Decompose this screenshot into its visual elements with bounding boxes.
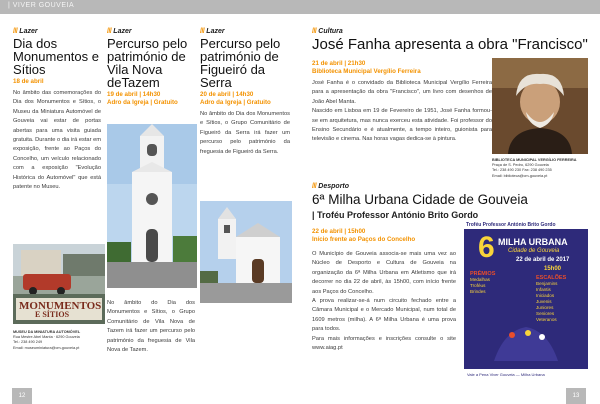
article-place: Adro da Igreja | Gratuito [107, 99, 178, 106]
article-date: 22 de abril | 15h00 [312, 228, 366, 235]
article-milha-urbana [312, 183, 592, 220]
poster-footer: Vale a Pena Viver Gouveia — Milha Urbana [464, 369, 588, 381]
caption-address: Rua Mestre Abel Manta · 6290 Gouveia [13, 335, 80, 340]
milha-poster [464, 221, 588, 381]
article-body: No âmbito do Dia dos Monumentos e Sítios, o Grupo Comunitário de Figueiró da Serra irá fazer um percurso pelo património da freguesia de Figueiró da Serra. [200, 111, 290, 155]
article-monumentos [13, 28, 101, 192]
poster-date: 22 de abril de 2017 [516, 257, 570, 263]
article-place: Início frente ao Paços do Concelho [312, 236, 416, 243]
page-number-left: 12 [12, 388, 32, 404]
poster-level: Benjamins [536, 281, 558, 286]
poster-prizes-head: PRÉMIOS [470, 271, 496, 277]
category-label: /// Lazer [107, 28, 132, 35]
caption-phone: Tel.: 238 490 230 Fax: 238 490 235 [492, 168, 552, 173]
article-place: Adro da Igreja | Gratuito [200, 99, 271, 106]
poster-top: Troféu Professor António Brito Gordo [464, 221, 588, 229]
church-photo-figueiro [200, 201, 292, 303]
article-figueiro [200, 28, 290, 157]
caption-email: Email: museuminiatura@cm-gouveia.pt [13, 345, 80, 350]
poster-prize: Troféus [470, 283, 486, 288]
caption-title: MUSEU DA MINIATURA AUTOMÓVEL [13, 330, 81, 334]
poster-level: Seniores [536, 311, 555, 316]
article-date: 19 de abril | 14h30 [107, 91, 161, 98]
article-title: 6ª Milha Urbana Cidade de Gouveia [312, 192, 528, 207]
category-label: /// Lazer [13, 28, 38, 35]
poster-level: Juvenis [536, 299, 552, 304]
museum-photo [13, 244, 105, 324]
poster-time: 15h00 [544, 266, 562, 272]
section-title: | VIVER GOUVEIA [8, 2, 75, 9]
poster-levels [536, 275, 586, 323]
category-label: /// Lazer [200, 28, 225, 35]
fanha-info [312, 58, 492, 145]
article-title: Percurso pelo património de Vila Nova deTazem [107, 36, 188, 90]
sign-line-1: MONUMENTOS [19, 300, 102, 312]
poster-level: Infantis [536, 287, 551, 292]
church-photo-vila-nova [107, 124, 197, 288]
article-body-2: Nascido em Lisboa em 19 de Fevereiro de 1951, José Fanha formou-se em arquitetura, mas nunca exerceu esta atividade. Foi professor do Ensino Secundário e é atualmente, a tempo inteiro, guionista para televisão e cinema. Nas horas vagas dedica-se à pintura. [312, 108, 492, 143]
article-title: Percurso pelo património de Figueiró da Serra [200, 36, 281, 90]
poster-number: 6 [478, 231, 495, 264]
poster-level: Veteranos [536, 317, 557, 322]
article-jose-fanha [312, 28, 592, 53]
poster-level: Juniores [536, 305, 554, 310]
category-label: /// Cultura [312, 28, 343, 35]
article-date: 20 de abril | 14h30 [200, 91, 254, 98]
poster-prizes [470, 271, 514, 295]
article-title: José Fanha apresenta a obra "Francisco" [312, 36, 588, 53]
sign-line-2: E SÍTIOS [35, 310, 70, 319]
poster-level: Iniciados [536, 293, 555, 298]
category-label: /// Desporto [312, 183, 350, 190]
article-body-2: A prova realizar-se-á num circuito fechado entre a Câmara Municipal e o Mercado Municipal, num total de 1609 metros (milha). A 6ª Milha Urbana é uma prova para todos. [312, 298, 456, 333]
article-body-vila-nova: No âmbito do Dia dos Monumentos e Sítios, o Grupo Comunitário de Vila Nova de Tazem irá fazer um percurso pelo património da freguesia de Vila Nova de Tazem. [107, 300, 195, 354]
article-subtitle: | Troféu Professor António Brito Gordo [312, 210, 479, 220]
article-place: Biblioteca Municipal Vergílio Ferreira [312, 68, 421, 75]
caption-address: Praça de S. Pedro, 6290 Gouveia [492, 163, 549, 168]
page-number-right: 13 [566, 388, 586, 404]
article-vila-nova [107, 28, 195, 107]
poster-runners [464, 321, 588, 361]
poster-levels-head: ESCALÕES [536, 275, 567, 281]
poster-prize: Brindes [470, 289, 486, 294]
poster-title-2: Cidade de Gouveia [508, 248, 560, 254]
article-body: No âmbito das comemorações do Dia dos Monumentos e Sítios, o Museu da Miniatura Automóvel de Gouveia vai estar de portas abertas para uma visita guiada gratuita. Durante o dia irá estar em exposição, frente ao Paços do Concelho, um veículo relacionado com a exposição "Evolução Histórica do Automóvel" que está patente no Museu. [13, 90, 101, 191]
poster-title-1: MILHA URBANA [498, 237, 568, 247]
article-title: Dia dos Monumentos e Sítios [13, 36, 99, 77]
article-date: 18 de abril [13, 78, 44, 85]
page-header-bar [0, 0, 600, 14]
article-body-1: O Município de Gouveia associa-se mais uma vez ao Núcleo de Desporto e Cultura de Gouveia na organização da 6ª Milha Urbana em Atletismo que irá decorrer no dia 22 de abril, às 15h00, com início frente aos Paços do Concelho. [312, 251, 456, 295]
milha-info [312, 226, 456, 353]
jose-fanha-photo [492, 58, 588, 154]
library-caption [492, 158, 592, 179]
article-date: 21 de abril | 21h30 [312, 60, 366, 67]
caption-phone: Tel.: 238 490 249 [13, 340, 43, 345]
article-body-3: Para mais informações e inscrições consulte o site www.aiag.pt [312, 335, 456, 352]
museum-caption [13, 330, 105, 351]
article-body-1: José Fanha é o convidado da Biblioteca Municipal Vergílio Ferreira para a apresentação da obra "Francisco", um livro com desenhos de João Abel Manta. [312, 80, 492, 105]
caption-email: Email: biblioteca@cm-gouveia.pt [492, 173, 548, 178]
caption-title: BIBLIOTECA MUNICIPAL VERGÍLIO FERREIRA [492, 158, 577, 162]
poster-prize: Medalhas [470, 277, 490, 282]
